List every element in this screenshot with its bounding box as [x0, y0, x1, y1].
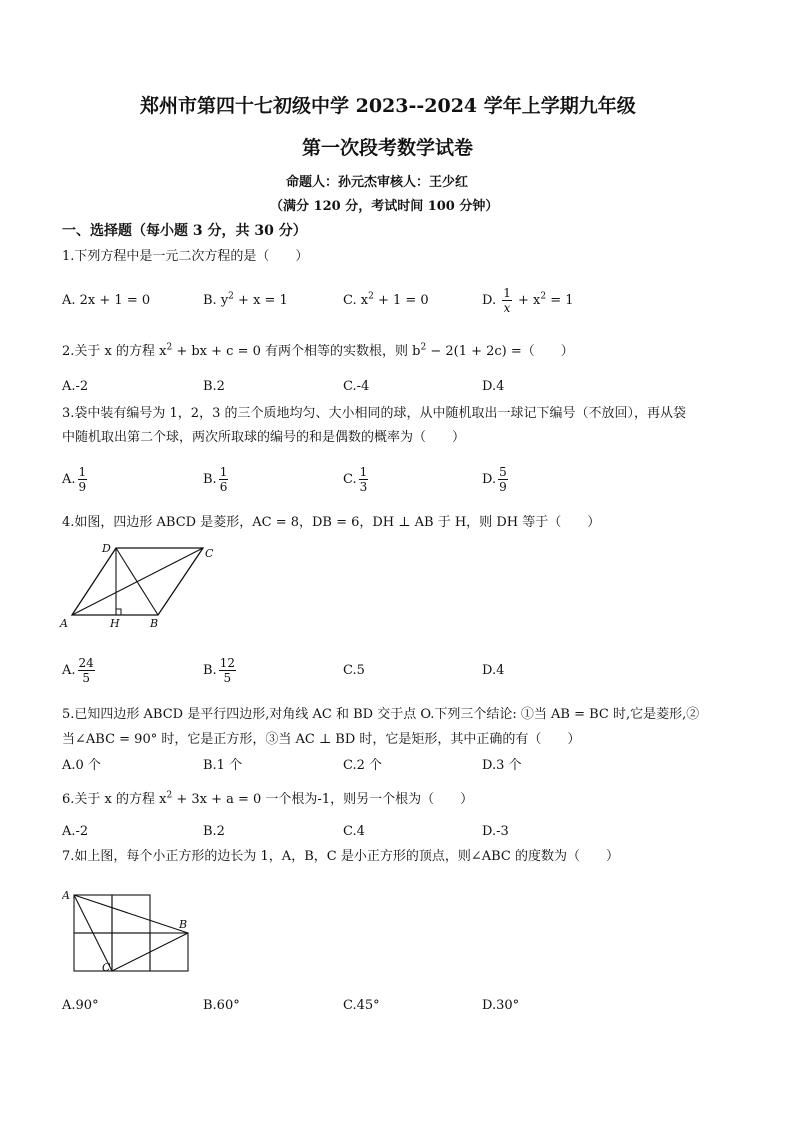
title-line1: 郑州市第四十七初级中学 2023--2024 学年上学期九年级	[140, 95, 636, 117]
q3-stem-line1: 3.袋中装有编号为 1，2，3 的三个质地均匀、大小相同的球，从中随机取出一球记下编号（不放回），再从袋	[62, 406, 686, 421]
label-d: D	[102, 542, 111, 555]
q4-option-a: A. $\frac{24}{5}$	[62, 656, 94, 685]
label-c: C	[205, 547, 214, 560]
right-angle-mark	[116, 609, 121, 615]
q2-stem: 2.关于 x 的方程 $x^2$ + bx + c = 0 有两个相等的实数根，则 $b^2 - 2(1 + 2c)$ =（ ）	[62, 342, 574, 359]
score-info: （满分 120 分，考试时间 100 分钟）	[270, 199, 499, 214]
q4-option-c: C.5	[343, 663, 365, 678]
q7-grid-figure	[62, 885, 202, 975]
q1-option-c: C. $x^2 + 1 = 0$	[343, 291, 429, 308]
q2-option-d: D.4	[482, 379, 505, 394]
q3-stem-line2: 中随机取出第二个球，两次所取球的编号的和是偶数的概率为（ ）	[62, 430, 466, 445]
q2-option-a: A.-2	[62, 379, 89, 394]
label-a: A	[62, 889, 70, 902]
q7-option-c: C.45°	[343, 998, 380, 1013]
section-1-heading: 一、选择题（每小题 3 分，共 30 分）	[62, 223, 307, 239]
q6-option-c: C.4	[343, 824, 365, 839]
q5-stem-line1: 5.已知四边形 ABCD 是平行四边形,对角线 AC 和 BD 交于点 O.下列三个结论: ①当 AB = BC 时,它是菱形,②	[62, 707, 700, 722]
q2-option-c: C.-4	[343, 379, 370, 394]
q5-option-d: D.3 个	[482, 758, 522, 773]
q1-option-a: A. 2x + 1 = 0	[62, 293, 151, 308]
q4-stem: 4.如图，四边形 ABCD 是菱形，AC = 8，DB = 6，DH ⊥ AB 于 H，则 DH 等于（ ）	[62, 515, 601, 530]
q3-option-b: B. $\frac{1}{6}$	[203, 465, 228, 494]
q1-option-d: D. $\frac{1}{x}$ + $x^2 = 1$	[482, 286, 574, 315]
q4-rhombus-figure	[58, 535, 218, 630]
q6-option-b: B.2	[203, 824, 225, 839]
title-line2: 第一次段考数学试卷	[302, 137, 474, 159]
q2-option-b: B.2	[203, 379, 225, 394]
q5-option-a: A.0 个	[62, 758, 101, 773]
authors: 命题人：孙元杰审核人：王少红	[286, 175, 469, 190]
label-h: H	[110, 617, 120, 630]
q3-option-c: C. $\frac{1}{3}$	[343, 465, 368, 494]
label-c: C	[102, 961, 111, 974]
q5-option-c: C.2 个	[343, 758, 383, 773]
q4-option-d: D.4	[482, 663, 505, 678]
diagonal-db	[116, 548, 158, 615]
q5-stem-line2: 当∠ABC = 90° 时，它是正方形，③当 AC ⊥ BD 时，它是矩形，其中正确的有（ ）	[62, 732, 581, 747]
q7-stem: 7.如上图，每个小正方形的边长为 1，A，B，C 是小正方形的顶点，则∠ABC 的度数为（ ）	[62, 849, 619, 864]
q1-d-fraction: $\frac{1}{x}$	[503, 286, 511, 315]
q1-stem: 1.下列方程中是一元二次方程的是（ ）	[62, 249, 309, 264]
label-a: A	[60, 617, 68, 630]
q6-option-d: D.-3	[482, 824, 509, 839]
grid-squares	[74, 895, 188, 971]
q7-option-d: D.30°	[482, 998, 520, 1013]
q7-option-a: A.90°	[62, 998, 99, 1013]
q1-option-b: B. $y^2 + x = 1$	[203, 291, 288, 308]
q6-stem: 6.关于 x 的方程 $x^2 + 3x + a = 0$ 一个根为-1，则另一个根为（ ）	[62, 790, 474, 807]
q6-option-a: A.-2	[62, 824, 89, 839]
label-b: B	[179, 918, 188, 931]
q5-option-b: B.1 个	[203, 758, 243, 773]
label-b: B	[150, 617, 159, 630]
q3-option-a: A. $\frac{1}{9}$	[62, 465, 87, 494]
q7-option-b: B.60°	[203, 998, 240, 1013]
q4-option-b: B. $\frac{12}{5}$	[203, 656, 235, 685]
q3-option-d: D. $\frac{5}{9}$	[482, 465, 507, 494]
segment-ab	[74, 895, 188, 933]
